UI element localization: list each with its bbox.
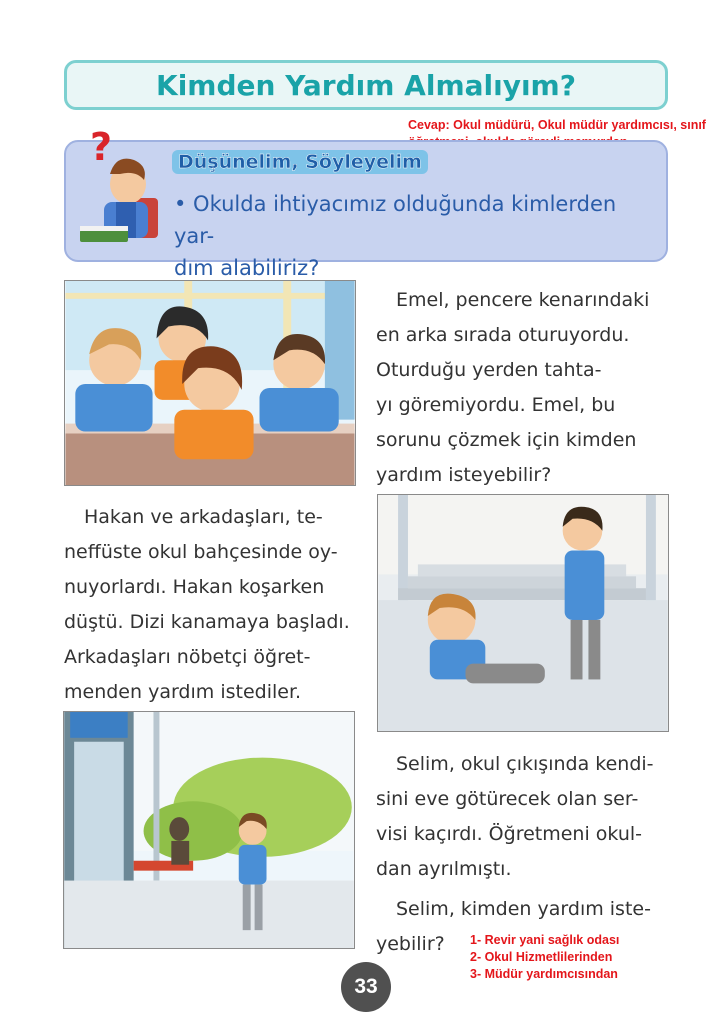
question-mark-icon: ? xyxy=(90,125,113,169)
answer-bottom-line: 2- Okul Hizmetlilerinden xyxy=(470,950,613,964)
paragraph-hakan xyxy=(64,500,350,710)
text-line: yebilir? xyxy=(376,933,445,955)
playground-fall-illustration xyxy=(377,494,669,732)
text-line: neffüste okul bahçesinde oy- xyxy=(64,541,338,563)
answer-bottom-line: 3- Müdür yardımcısından xyxy=(470,967,618,981)
text-line: Arkadaşları nöbetçi öğret- xyxy=(64,646,311,668)
think-heading: Düşünelim, Söyleyelim xyxy=(172,150,428,174)
think-question xyxy=(174,188,654,284)
question-line: • Okulda ihtiyacımız olduğunda kimlerden yar- xyxy=(174,192,617,248)
text-line: yardım isteyebilir? xyxy=(376,464,552,486)
text-line: düştü. Dizi kanamaya başladı. xyxy=(64,611,350,633)
text-line: Hakan ve arkadaşları, te- xyxy=(84,506,323,528)
text-line: Selim, okul çıkışında kendi- xyxy=(396,753,654,775)
text-line: Selim, kimden yardım iste- xyxy=(396,898,651,920)
school-entrance-illustration xyxy=(63,711,355,949)
paragraph-selim-1 xyxy=(376,747,654,887)
text-line: sorunu çözmek için kimden xyxy=(376,429,637,451)
text-line: visi kaçırdı. Öğretmeni okul- xyxy=(376,823,642,845)
text-line: sini eve götürecek olan ser- xyxy=(376,788,639,810)
text-line: nuyorlardı. Hakan koşarken xyxy=(64,576,325,598)
answer-bottom-line: 1- Revir yani sağlık odası xyxy=(470,933,620,947)
title-box xyxy=(64,60,668,110)
text-line: menden yardım istediler. xyxy=(64,681,302,703)
classroom-illustration xyxy=(64,280,356,486)
answer-top-line: Cevap: Okul müdürü, Okul müdür yardımcısı, sınıf xyxy=(408,118,706,132)
page-title: Kimden Yardım Almalıyım? xyxy=(156,68,576,102)
text-line: Oturduğu yerden tahta- xyxy=(376,359,602,381)
page-number: 33 xyxy=(341,962,391,1012)
question-line: dım alabiliriz? xyxy=(174,256,320,280)
text-line: dan ayrılmıştı. xyxy=(376,858,512,880)
text-line: Emel, pencere kenarındaki xyxy=(396,289,650,311)
text-line: yı göremiyordu. Emel, bu xyxy=(376,394,616,416)
thinking-boy-illustration xyxy=(70,118,168,250)
answer-note-bottom xyxy=(470,932,619,983)
text-line: en arka sırada oturuyordu. xyxy=(376,324,630,346)
paragraph-emel xyxy=(376,283,649,493)
